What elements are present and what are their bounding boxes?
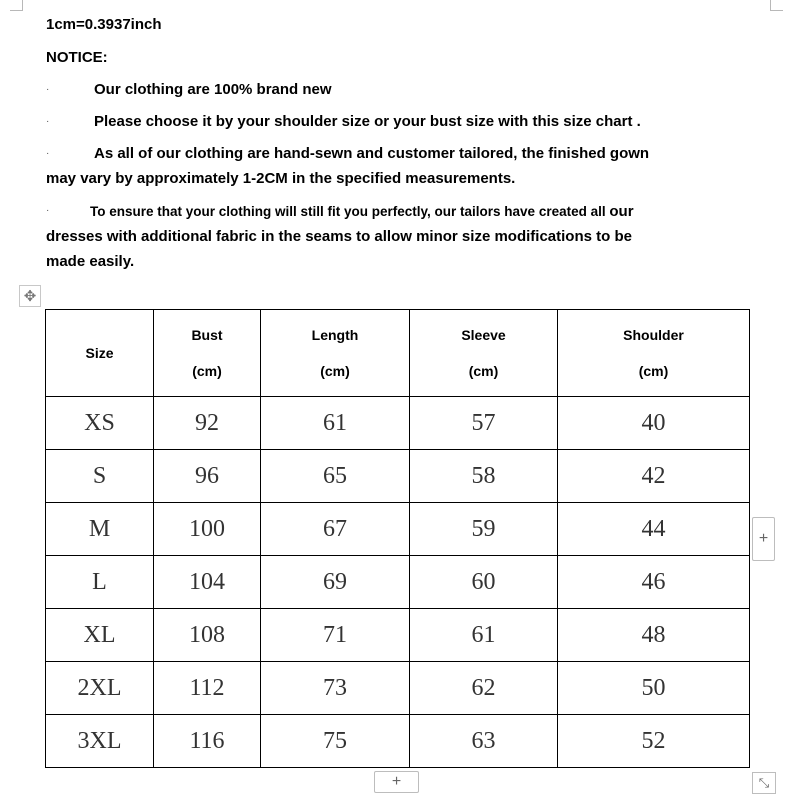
header-sleeve[interactable] <box>410 310 558 397</box>
cell-shoulder[interactable]: 40 <box>558 397 750 450</box>
cell-sleeve[interactable]: 60 <box>410 556 558 609</box>
header-sleeve-unit: (cm) <box>468 363 499 379</box>
cell-length[interactable]: 75 <box>261 715 410 768</box>
cell-length[interactable]: 69 <box>261 556 410 609</box>
cell-shoulder[interactable]: 52 <box>558 715 750 768</box>
cell-length[interactable]: 67 <box>261 503 410 556</box>
cell-size[interactable]: 3XL <box>46 715 154 768</box>
cell-size[interactable]: 2XL <box>46 662 154 715</box>
notice-heading: NOTICE: <box>46 49 108 66</box>
table-row <box>46 662 750 715</box>
header-size[interactable]: Size <box>46 310 154 397</box>
cell-sleeve[interactable]: 57 <box>410 397 558 450</box>
cell-size[interactable]: S <box>46 450 154 503</box>
bullet-3: · <box>46 148 50 159</box>
cell-bust[interactable]: 108 <box>154 609 261 662</box>
cell-length[interactable]: 65 <box>261 450 410 503</box>
cell-shoulder[interactable]: 46 <box>558 556 750 609</box>
notice-item-4-line-2: dresses with additional fabric in the seams to allow minor size modifications to be <box>46 228 632 245</box>
cell-bust[interactable]: 100 <box>154 503 261 556</box>
cell-bust[interactable]: 116 <box>154 715 261 768</box>
table-row <box>46 609 750 662</box>
table-header-row <box>46 310 750 397</box>
header-shoulder-label: Shoulder <box>623 327 684 343</box>
header-shoulder-unit: (cm) <box>638 363 669 379</box>
notice-item-3-line-2: may vary by approximately 1-2CM in the specified measurements. <box>46 170 516 187</box>
bullet-4: · <box>46 205 50 216</box>
bullet-1: · <box>46 84 50 95</box>
notice-item-4-line-1 <box>90 203 634 221</box>
table-row <box>46 715 750 768</box>
header-sleeve-label: Sleeve <box>461 327 506 343</box>
notice-item-4-line-3: made easily. <box>46 253 135 270</box>
cell-shoulder[interactable]: 50 <box>558 662 750 715</box>
table-row <box>46 503 750 556</box>
cell-sleeve[interactable]: 63 <box>410 715 558 768</box>
cell-bust[interactable]: 112 <box>154 662 261 715</box>
page-corner-mark-right <box>770 0 783 11</box>
header-length-label: Length <box>311 327 359 343</box>
cell-sleeve[interactable]: 61 <box>410 609 558 662</box>
header-bust-unit: (cm) <box>192 363 222 379</box>
cell-shoulder[interactable]: 44 <box>558 503 750 556</box>
size-chart-table <box>45 309 750 768</box>
cell-size[interactable]: XL <box>46 609 154 662</box>
cell-shoulder[interactable]: 42 <box>558 450 750 503</box>
cell-bust[interactable]: 96 <box>154 450 261 503</box>
cell-size[interactable]: L <box>46 556 154 609</box>
cell-length[interactable]: 71 <box>261 609 410 662</box>
add-column-button[interactable]: + <box>752 517 775 561</box>
header-bust-label: Bust <box>191 327 223 343</box>
cell-size[interactable]: XS <box>46 397 154 450</box>
conversion-note: 1cm=0.3937inch <box>46 16 162 33</box>
notice-item-2: Please choose it by your shoulder size or your bust size with this size chart . <box>94 113 641 130</box>
header-shoulder[interactable] <box>558 310 750 397</box>
table-move-handle-icon[interactable]: ✥ <box>19 285 41 307</box>
cell-bust[interactable]: 92 <box>154 397 261 450</box>
table-resize-handle-icon[interactable]: ⤡ <box>752 772 776 794</box>
cell-sleeve[interactable]: 58 <box>410 450 558 503</box>
cell-bust[interactable]: 104 <box>154 556 261 609</box>
cell-size[interactable]: M <box>46 503 154 556</box>
table-row <box>46 397 750 450</box>
cell-sleeve[interactable]: 59 <box>410 503 558 556</box>
page-corner-mark-left <box>10 0 23 11</box>
header-length-unit: (cm) <box>320 363 350 379</box>
cell-sleeve[interactable]: 62 <box>410 662 558 715</box>
notice-item-3-line-1: As all of our clothing are hand-sewn and customer tailored, the finished gown <box>94 145 650 162</box>
notice-item-1: Our clothing are 100% brand new <box>94 81 332 98</box>
cell-length[interactable]: 61 <box>261 397 410 450</box>
notice-item-4-line-1-end: our <box>609 203 634 220</box>
cell-length[interactable]: 73 <box>261 662 410 715</box>
header-bust[interactable] <box>154 310 261 397</box>
add-row-button[interactable]: + <box>374 771 419 793</box>
notice-item-4-line-1-text: To ensure that your clothing will still fit you perfectly, our tailors have created all <box>90 204 606 219</box>
header-length[interactable] <box>261 310 410 397</box>
cell-shoulder[interactable]: 48 <box>558 609 750 662</box>
table-row <box>46 450 750 503</box>
table-row <box>46 556 750 609</box>
bullet-2: · <box>46 116 50 127</box>
